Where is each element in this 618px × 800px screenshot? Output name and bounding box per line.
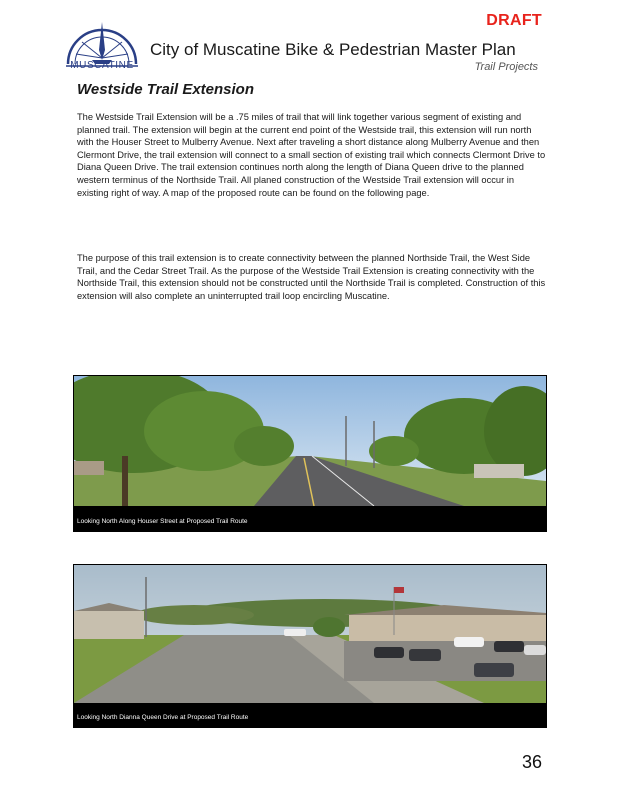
draft-label: DRAFT: [486, 12, 542, 29]
plan-title: City of Muscatine Bike & Pedestrian Master Plan: [150, 40, 516, 59]
page-heading: Westside Trail Extension: [77, 81, 255, 98]
paragraph-purpose: The purpose of this trail extension is to create connectivity between the planned Northside Trail, the West Side Trail, and the Cedar Street Trail. As the purpose of the Westside Trail Extension is creating connectivity with the Northside Trail, this extension should not be constructed until the Northside Trail is completed. Construction of this extension will also complete an uninterrupted trail loop encircling Muscatine.: [77, 253, 546, 301]
photo-dianna-queen-drive: [73, 564, 547, 728]
paragraph-description: The Westside Trail Extension will be a .75 miles of trail that will link together various segment of existing and planned trail. The extension will begin at the current end point of the Westside trail, this extension will run north with the Houser Street to Mulberry Avenue. Next after traveling a short distance along Mulberry Avenue and then Clermont Drive, the trail extension will connect to a small section of existing trail which connects Clermont Drive to Diana Queen Drive. The trail extension continues north along the length of Diana Queen drive to the planned western terminus of the Northside Trail. All planed construction of the Westside Trail extension will occur in existing right of way. A map of the proposed route can be found on the following page.: [77, 112, 546, 198]
photo-caption: Looking North Dianna Queen Drive at Proposed Trail Route: [77, 714, 249, 721]
street-photo-image: [74, 376, 546, 506]
photo-caption: Looking North Along Houser Street at Proposed Trail Route: [77, 518, 248, 525]
page-number: 36: [521, 752, 542, 772]
photo-houser-street: [73, 375, 547, 532]
section-label: Trail Projects: [474, 61, 538, 73]
logo-text: MUSCATINE: [70, 60, 134, 71]
street-photo-image: [74, 565, 546, 703]
